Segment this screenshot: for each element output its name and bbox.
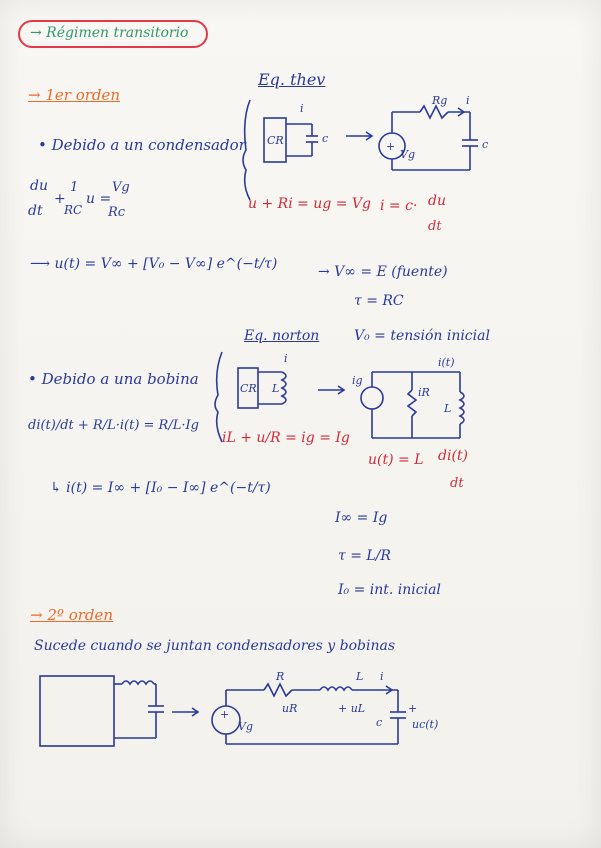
- cap-note-3: V₀ = tensión inicial: [354, 328, 490, 344]
- svg-text:+ uL: + uL: [338, 702, 366, 715]
- voltage-eq-den: dt: [450, 476, 464, 491]
- svg-text:Vg: Vg: [238, 720, 253, 733]
- voltage-eq-lhs: u(t) = L: [368, 452, 424, 468]
- svg-text:c: c: [376, 716, 383, 729]
- svg-text:i(t): i(t): [438, 356, 455, 369]
- second-order-text: Sucede cuando se juntan condensadores y bobinas: [34, 638, 396, 654]
- svg-text:Rg: Rg: [432, 94, 448, 107]
- ode-coef-den: RC: [64, 203, 83, 217]
- svg-text:c: c: [322, 132, 329, 145]
- ode-coef-num: 1: [70, 180, 79, 195]
- svg-text:L: L: [272, 382, 280, 395]
- svg-text:R: R: [276, 670, 285, 683]
- svg-text:uR: uR: [282, 702, 298, 715]
- svg-text:i: i: [380, 670, 384, 683]
- current-eq-den: dt: [428, 219, 442, 234]
- svg-text:+: +: [220, 708, 230, 721]
- capacitor-solution: ⟶ u(t) = V∞ + [V₀ − V∞] e^(−t/τ): [30, 256, 278, 272]
- ind-note-2: τ = L/R: [338, 548, 391, 564]
- inductor-solution: ↳ i(t) = I∞ + [I₀ − I∞] e^(−t/τ): [50, 480, 271, 496]
- ode-rhs-num: Vg: [112, 180, 130, 195]
- inductor-bullet: • Debido a una bobina: [28, 370, 199, 388]
- svg-text:Vg: Vg: [400, 148, 415, 161]
- svg-text:L: L: [356, 670, 364, 683]
- voltage-eq-num: di(t): [438, 448, 468, 464]
- svg-text:L: L: [444, 402, 452, 415]
- inductor-kcl: iL + u/R = ig = Ig: [222, 430, 350, 446]
- ind-note-3: I₀ = int. inicial: [338, 582, 441, 598]
- svg-text:+: +: [408, 702, 418, 715]
- heading-first-order: → 1er orden: [28, 86, 121, 104]
- ode-rhs-den: Rc: [108, 205, 126, 220]
- capacitor-kvl: u + Ri = ug = Vg: [248, 196, 371, 212]
- svg-text:iR: iR: [418, 386, 430, 399]
- inductor-ode: di(t)/dt + R/L·i(t) = R/L·Ig: [28, 418, 199, 433]
- svg-text:i: i: [466, 94, 470, 107]
- svg-text:+: +: [386, 140, 396, 153]
- svg-text:ig: ig: [352, 374, 363, 387]
- heading-second-order: → 2º orden: [30, 606, 114, 624]
- capacitor-bullet: • Debido a un condensador: [38, 136, 246, 154]
- ode-plus: +: [54, 191, 66, 207]
- eq-norton-label: Eq. norton: [244, 328, 320, 344]
- cr-label-thev: CR: [267, 134, 284, 147]
- ind-note-1: I∞ = Ig: [335, 510, 388, 526]
- cap-note-2: τ = RC: [354, 293, 404, 309]
- ode-dt: dt: [28, 203, 43, 219]
- svg-text:c: c: [482, 138, 489, 151]
- page-title: → Régimen transitorio: [30, 25, 189, 41]
- svg-text:i: i: [300, 102, 304, 115]
- current-eq-lhs: i = c·: [380, 198, 418, 214]
- cr-label-norton: CR: [240, 382, 257, 395]
- ode-var: u =: [86, 191, 112, 207]
- ode-du: du: [30, 178, 48, 194]
- svg-text:i: i: [284, 352, 288, 365]
- cap-note-1: → V∞ = E (fuente): [318, 264, 448, 280]
- eq-thevenin-label: Eq. thev: [258, 70, 326, 89]
- current-eq-num: du: [428, 193, 446, 209]
- svg-text:uc(t): uc(t): [412, 718, 439, 731]
